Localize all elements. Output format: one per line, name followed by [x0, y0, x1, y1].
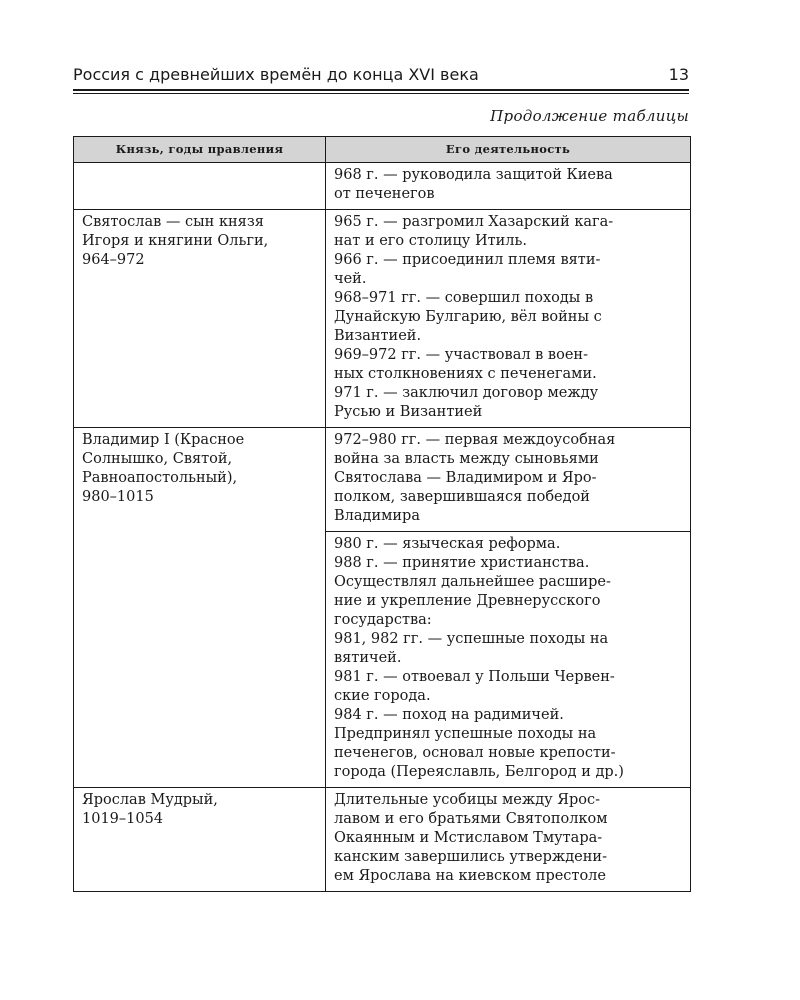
text-line: 980–1015 — [82, 489, 154, 505]
table-row — [74, 428, 691, 532]
page-number: 13 — [668, 65, 689, 84]
text-line: полком, завершившаяся победой — [334, 489, 590, 505]
text-line: 981 г. — отвоевал у Польши Червен- — [334, 669, 615, 685]
text-line: 980 г. — языческая реформа. — [334, 536, 561, 552]
text-line: печенегов, основал новые крепости- — [334, 745, 616, 761]
text-line: города (Переяславль, Белгород и др.) — [334, 764, 624, 780]
activity-cell — [326, 428, 691, 532]
text-line: Владимир I (Красное — [82, 432, 245, 448]
text-line: 965 г. — разгромил Хазарский кага- — [334, 214, 614, 230]
text-line: война за власть между сыновьями — [334, 451, 599, 467]
text-line: канским завершились утверждени- — [334, 849, 607, 865]
activity-cell — [326, 210, 691, 428]
text-line: Длительные усобицы между Ярос- — [334, 792, 601, 808]
text-line: 971 г. — заключил договор между — [334, 385, 599, 401]
text-line: Ярослав Мудрый, — [82, 792, 218, 808]
text-line: 964–972 — [82, 252, 145, 268]
text-line: 969–972 гг. — участвовал в воен- — [334, 347, 588, 363]
table-header-row — [74, 137, 691, 163]
text-line: 966 г. — присоединил племя вяти- — [334, 252, 601, 268]
activity-cell — [326, 163, 691, 210]
text-line: Византией. — [334, 328, 422, 344]
header-rule-thick — [73, 89, 689, 91]
princes-table — [73, 136, 691, 892]
text-line: Солнышко, Святой, — [82, 451, 233, 467]
text-line: Дунайскую Булгарию, вёл войны с — [334, 309, 602, 325]
text-line: ем Ярослава на киевском престоле — [334, 868, 606, 884]
text-line: ские города. — [334, 688, 431, 704]
text-line: Владимира — [334, 508, 420, 524]
text-line: Святослава — Владимиром и Яро- — [334, 470, 597, 486]
running-title: Россия с древнейших времён до конца XVI века — [73, 65, 479, 84]
text-line: Святослав — сын князя — [82, 214, 264, 230]
text-line: ние и укрепление Древнерусского — [334, 593, 601, 609]
table-row — [74, 788, 691, 892]
prince-cell — [74, 210, 326, 428]
header-rule-thin — [73, 93, 689, 94]
text-line: Предпринял успешные походы на — [334, 726, 597, 742]
table-row — [74, 210, 691, 428]
text-line: чей. — [334, 271, 367, 287]
text-line: Осуществлял дальнейшее расшире- — [334, 574, 611, 590]
table-continuation-label: Продолжение таблицы — [490, 107, 689, 125]
text-line: 1019–1054 — [82, 811, 164, 827]
activity-cell — [326, 532, 691, 788]
text-line: Игоря и княгини Ольги, — [82, 233, 269, 249]
text-line: Окаянным и Мстиславом Тмутара- — [334, 830, 603, 846]
text-line: государства: — [334, 612, 432, 628]
prince-cell — [74, 788, 326, 892]
text-line: нат и его столицу Итиль. — [334, 233, 527, 249]
text-line: ных столкновениях с печенегами. — [334, 366, 597, 382]
table-row — [74, 163, 691, 210]
prince-cell — [74, 428, 326, 788]
text-line: 968–971 гг. — совершил походы в — [334, 290, 594, 306]
text-line: 984 г. — поход на радимичей. — [334, 707, 564, 723]
text-line: от печенегов — [334, 186, 435, 202]
text-line: лавом и его братьями Святополком — [334, 811, 608, 827]
running-header — [73, 64, 689, 86]
text-line: Русью и Византией — [334, 404, 483, 420]
text-line: 988 г. — принятие христианства. — [334, 555, 590, 571]
text-line: 968 г. — руководила защитой Киева — [334, 167, 613, 183]
text-line: 972–980 гг. — первая междоусобная — [334, 432, 616, 448]
column-header-prince: Князь, годы правления — [74, 137, 326, 163]
column-header-activity: Его деятельность — [326, 137, 691, 163]
activity-cell — [326, 788, 691, 892]
text-line: вятичей. — [334, 650, 402, 666]
text-line: 981, 982 гг. — успешные походы на — [334, 631, 609, 647]
prince-cell — [74, 163, 326, 210]
text-line: Равноапостольный), — [82, 470, 238, 486]
